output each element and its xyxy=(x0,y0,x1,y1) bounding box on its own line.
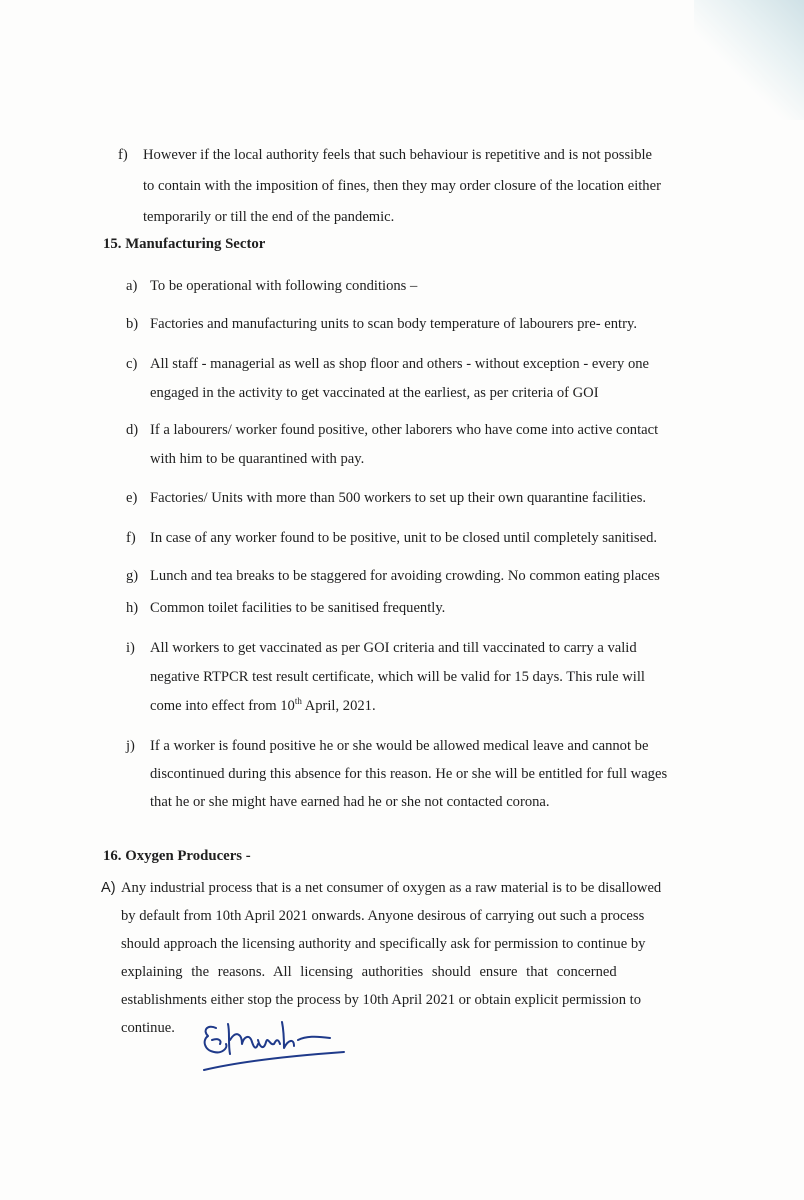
item-marker: j) xyxy=(126,738,135,754)
item-text-line: If a labourers/ worker found positive, other laborers who have come into active contact xyxy=(150,422,659,438)
item-text-line xyxy=(150,692,645,721)
item-marker: g) xyxy=(126,568,139,584)
item-text-line: explaining the reasons. All licensing authorities should ensure that concerned xyxy=(121,964,617,980)
item-text-line: should approach the licensing authority and specifically ask for permission to continue by xyxy=(121,936,646,952)
handwritten-signature xyxy=(198,1010,348,1080)
scan-corner-shadow xyxy=(694,0,804,120)
item-marker: c) xyxy=(126,356,138,372)
item-text-line: Common toilet facilities to be sanitised frequently. xyxy=(150,600,446,616)
item-marker: i) xyxy=(126,640,135,656)
item-text-line: Lunch and tea breaks to be staggered for avoiding crowding. No common eating places xyxy=(150,568,660,584)
item-marker: h) xyxy=(126,600,139,616)
item-marker: d) xyxy=(126,422,139,438)
item-text-line: that he or she might have earned had he or she not contacted corona. xyxy=(150,794,550,810)
section-15-heading: 15. Manufacturing Sector xyxy=(103,236,266,252)
item-text-line: All staff - managerial as well as shop floor and others - without exception - every one xyxy=(150,356,650,372)
item-text-line: Any industrial process that is a net consumer of oxygen as a raw material is to be disallowed xyxy=(121,880,662,896)
item-text-line: All workers to get vaccinated as per GOI criteria and till vaccinated to carry a valid xyxy=(150,640,637,656)
section-16-heading: 16. Oxygen Producers - xyxy=(103,848,251,864)
item-text-fragment: come into effect from 10 xyxy=(150,698,295,714)
item-text-line: to contain with the imposition of fines, then they may order closure of the location either xyxy=(143,178,661,194)
item-text-line: discontinued during this absence for this reason. He or she will be entitled for full wages xyxy=(150,766,668,782)
item-marker: f) xyxy=(118,147,128,163)
item-text-line: with him to be quarantined with pay. xyxy=(150,451,365,467)
item-marker: f) xyxy=(126,530,136,546)
item-text-line: To be operational with following conditions – xyxy=(150,278,418,294)
item-text-fragment: April, 2021. xyxy=(301,698,376,714)
item-text-line: However if the local authority feels that such behaviour is repetitive and is not possible xyxy=(143,147,653,163)
item-text-line: If a worker is found positive he or she would be allowed medical leave and cannot be xyxy=(150,738,649,754)
item-text-line: establishments either stop the process by 10th April 2021 or obtain explicit permission to xyxy=(121,992,642,1008)
item-text-line: continue. xyxy=(121,1020,175,1036)
item-marker: A) xyxy=(101,880,116,896)
item-text-line: Factories and manufacturing units to scan body temperature of labourers pre- entry. xyxy=(150,316,637,332)
item-marker: a) xyxy=(126,278,138,294)
item-text-line: negative RTPCR test result certificate, which will be valid for 15 days. This rule will xyxy=(150,669,645,685)
item-text-line: temporarily or till the end of the pandemic. xyxy=(143,209,395,225)
item-text-line: by default from 10th April 2021 onwards. Anyone desirous of carrying out such a process xyxy=(121,908,645,924)
item-marker: b) xyxy=(126,316,139,332)
item-marker: e) xyxy=(126,490,138,506)
superscript-th: th xyxy=(294,696,302,707)
item-text-line: In case of any worker found to be positive, unit to be closed until completely sanitised. xyxy=(150,530,658,546)
item-text-line: Factories/ Units with more than 500 workers to set up their own quarantine facilities. xyxy=(150,490,647,506)
item-text-line: engaged in the activity to get vaccinated at the earliest, as per criteria of GOI xyxy=(150,385,599,401)
